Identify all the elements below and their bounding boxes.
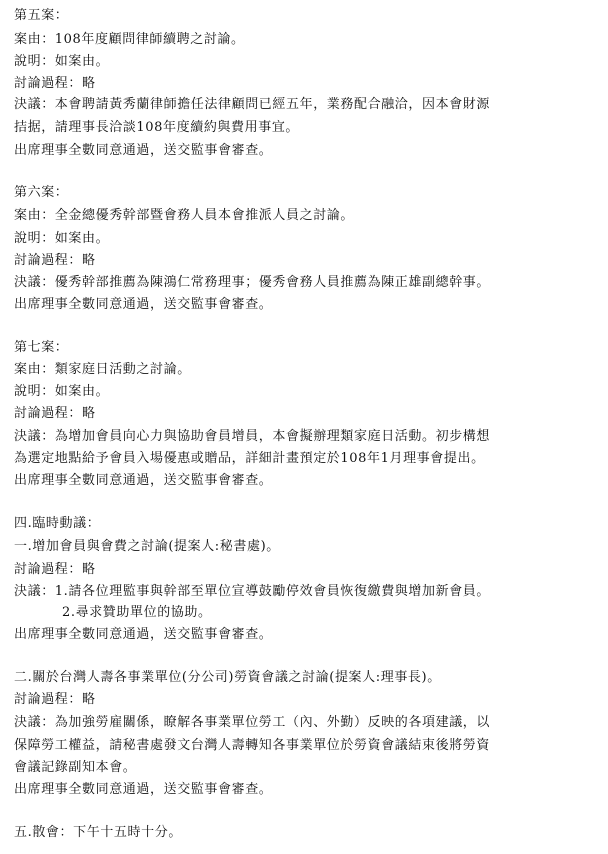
motion1-process: 討論過程：略 — [14, 562, 96, 577]
case5-result: 出席理事全數同意通過，送交監事會審查。 — [14, 143, 273, 158]
motion1-resolution-line2: 2.尋求贊助單位的協助。 — [62, 605, 212, 620]
case7-title: 第七案： — [14, 340, 69, 355]
motion1-resolution-line1: 決議：1.請各位理監事與幹部至單位宣導鼓勵停效會員恢復繳費與增加新會員。 — [14, 584, 491, 599]
case5-resolution-line2: 拮据，請理事長洽談108年度續約與費用事宜。 — [14, 120, 300, 135]
motion2-process: 討論過程：略 — [14, 692, 96, 707]
case6-process: 討論過程：略 — [14, 253, 96, 268]
case6-subject: 案由：全金總優秀幹部暨會務人員本會推派人員之討論。 — [14, 208, 355, 223]
motion2-title: 二.關於台灣人壽各事業單位(分公司)勞資會議之討論(提案人:理事長)。 — [14, 670, 441, 685]
case5-title: 第五案： — [14, 8, 69, 23]
case6-explanation: 說明：如案由。 — [14, 231, 110, 246]
case7-process: 討論過程：略 — [14, 406, 96, 421]
motion2-result: 出席理事全數同意通過，送交監事會審查。 — [14, 782, 273, 797]
case7-resolution-line2: 為選定地點給予會員入場優惠或贈品，詳細計畫預定於108年1月理事會提出。 — [14, 451, 485, 466]
motion1-result: 出席理事全數同意通過，送交監事會審查。 — [14, 627, 273, 642]
adjournment-line: 五.散會：下午十五時十分。 — [14, 825, 182, 840]
case5-process: 討論過程：略 — [14, 76, 96, 91]
case5-resolution-line1: 決議：本會聘請黃秀蘭律師擔任法律顧問已經五年，業務配合融洽，因本會財源 — [14, 97, 491, 112]
motion1-title: 一.增加會員與會費之討論(提案人:秘書處)。 — [14, 539, 280, 554]
motion2-resolution-line3: 會議記錄副知本會。 — [14, 760, 137, 775]
motion2-resolution-line1: 決議：為加強勞雇關係，瞭解各事業單位勞工（內、外勤）反映的各項建議，以 — [14, 715, 491, 730]
case6-resolution-line1: 決議：優秀幹部推薦為陳鴻仁常務理事；優秀會務人員推薦為陳正雄副總幹事。 — [14, 275, 491, 290]
case6-result: 出席理事全數同意通過，送交監事會審查。 — [14, 297, 273, 312]
case5-explanation: 說明：如案由。 — [14, 54, 110, 69]
section4-heading: 四.臨時動議： — [14, 516, 101, 531]
case7-explanation: 說明：如案由。 — [14, 384, 110, 399]
case7-subject: 案由：類家庭日活動之討論。 — [14, 362, 191, 377]
case6-title: 第六案： — [14, 185, 69, 200]
case5-subject: 案由：108年度顧問律師續聘之討論。 — [14, 32, 245, 47]
motion2-resolution-line2: 保障勞工權益，請秘書處發文台灣人壽轉知各事業單位於勞資會議結束後將勞資 — [14, 738, 491, 753]
case7-resolution-line1: 決議：為增加會員向心力與協助會員增員，本會擬辦理類家庭日活動。初步構想 — [14, 429, 491, 444]
case7-result: 出席理事全數同意通過，送交監事會審查。 — [14, 473, 273, 488]
